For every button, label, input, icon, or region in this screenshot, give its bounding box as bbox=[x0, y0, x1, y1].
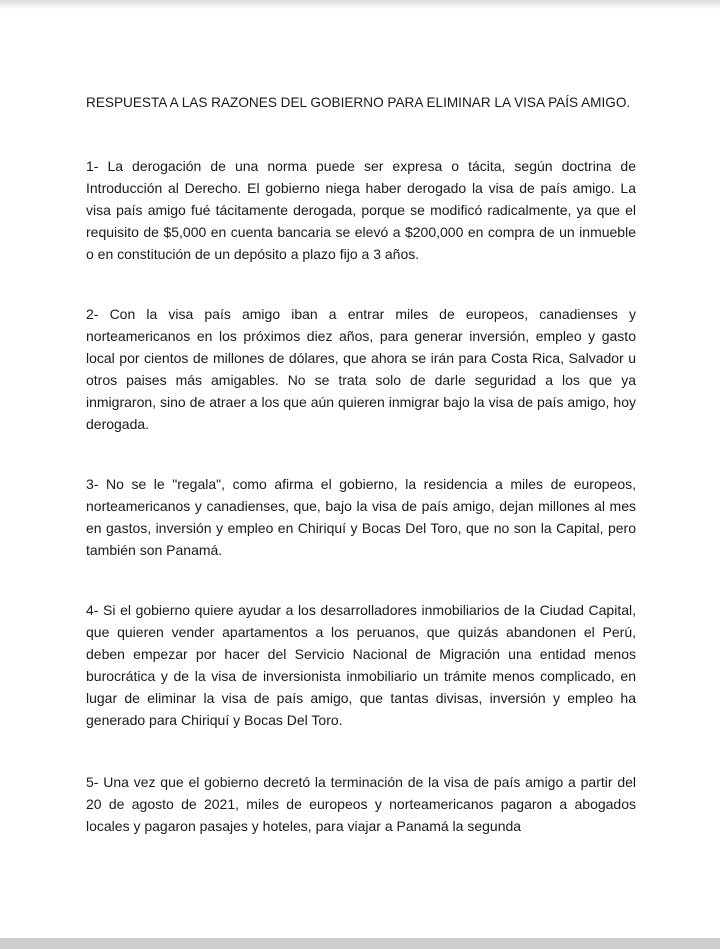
top-edge-shadow bbox=[0, 0, 720, 10]
bottom-edge-bar bbox=[0, 938, 720, 949]
paragraph-5: 5- Una vez que el gobierno decretó la terminación de la visa de país amigo a partir del 20 de agosto de 2021, miles de europeos y norteamericanos pagaron a abogados locales y pagaron pasajes y hoteles, para viajar a Panamá la segunda bbox=[86, 774, 636, 834]
paragraph-3: 3- No se le "regala", como afirma el gobierno, la residencia a miles de europeos, norteamericanos y canadienses, que, bajo la visa de país amigo, dejan millones al mes en gastos, inversión y empleo en Chiriquí y Bocas Del Toro, que no son la Capital, pero también son Panamá. bbox=[86, 476, 636, 558]
paragraph-2: 2- Con la visa país amigo iban a entrar miles de europeos, canadienses y norteamericanos en los próximos diez años, para generar inversión, empleo y gasto local por cientos de millones de dólares, que ahora se irán para Costa Rica, Salvador u otros paises más amigables. No se trata solo de darle seguridad a los que ya inmigraron, sino de atraer a los que aún quieren inmigrar bajo la visa de país amigo, hoy derogada. bbox=[86, 306, 636, 432]
paragraph-4: 4- Si el gobierno quiere ayudar a los desarrolladores inmobiliarios de la Ciudad Capital, que quieren vender apartamentos a los peruanos, que quizás abandonen el Perú, deben empezar por hacer del Servicio Nacional de Migración una entidad menos burocrática y de la visa de inversionista inmobiliario un trámite menos complicado, en lugar de eliminar la visa de país amigo, que tantas divisas, inversión y empleo ha generado para Chiriquí y Bocas Del Toro. bbox=[86, 602, 636, 728]
document-title: RESPUESTA A LAS RAZONES DEL GOBIERNO PARA ELIMINAR LA VISA PAÍS AMIGO. bbox=[86, 95, 631, 110]
paragraph-1: 1- La derogación de una norma puede ser expresa o tácita, según doctrina de Introducción al Derecho. El gobierno niega haber derogado la visa de país amigo. La visa país amigo fué tácitamente derogada, porque se modificó radicalmente, ya que el requisito de $5,000 en cuenta bancaria se elevó a $200,000 en compra de un inmueble o en constitución de un depósito a plazo fijo a 3 años. bbox=[86, 158, 636, 262]
